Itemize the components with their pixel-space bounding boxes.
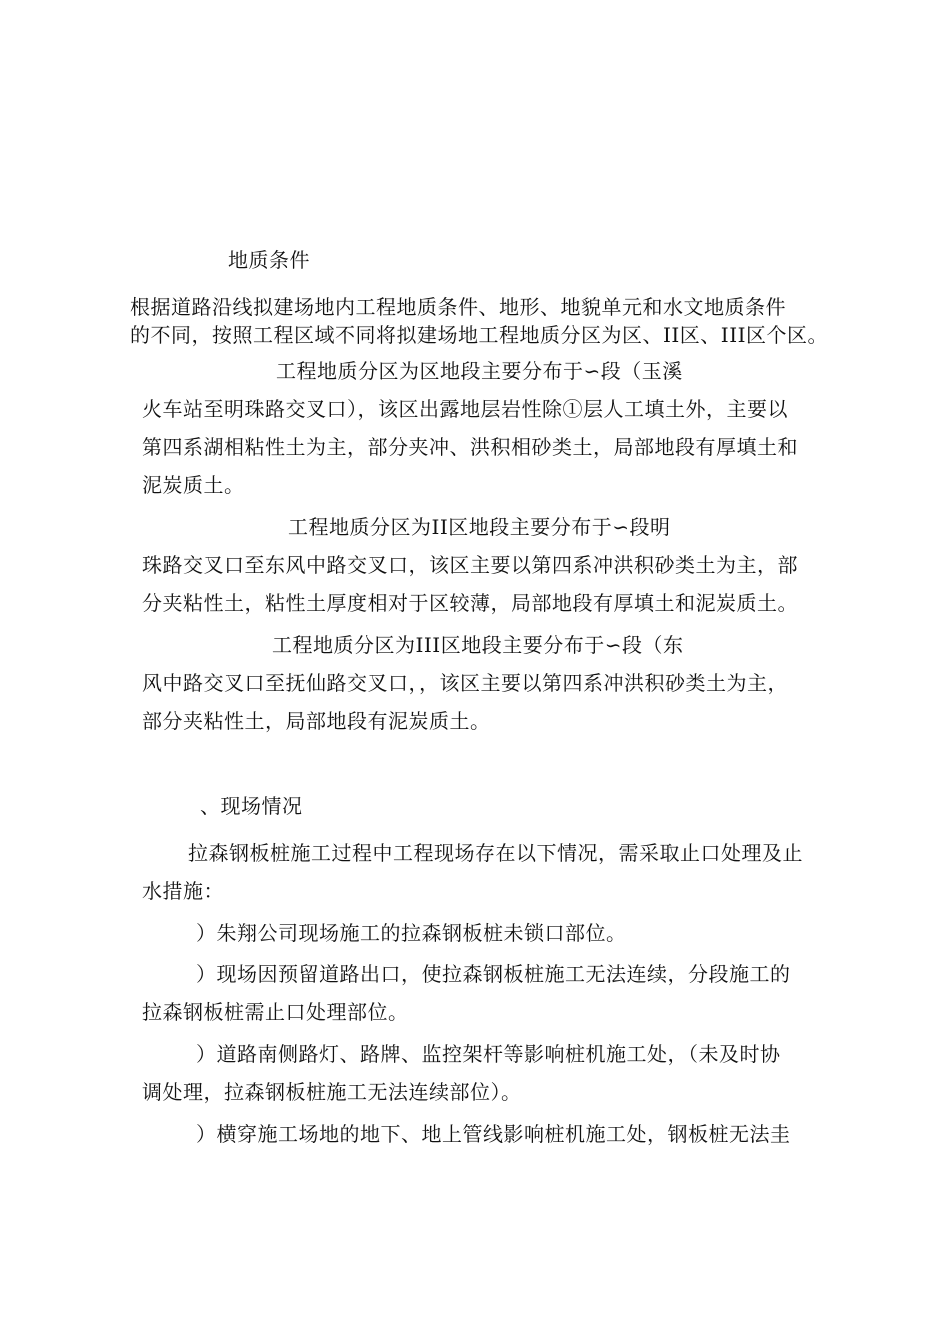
paragraph-line: 泥炭质土。 bbox=[142, 473, 245, 497]
paragraph-line: 分夹粘性土，粘性土厚度相对于区较薄，局部地段有厚填土和泥炭质土。 bbox=[142, 591, 798, 615]
paragraph-line: 风中路交叉口至抚仙路交叉口，，该区主要以第四系冲洪积砂类土为主， bbox=[142, 671, 788, 695]
paragraph-line: 工程地质分区为III区地段主要分布于∽段（东 bbox=[272, 633, 684, 657]
list-item-continuation: 拉森钢板桩需止口处理部位。 bbox=[142, 1000, 409, 1024]
paragraph-line: 工程地质分区为区地段主要分布于∽段（玉溪 bbox=[276, 359, 683, 383]
paragraph-line: 水措施： bbox=[142, 879, 224, 903]
paragraph-line: 珠路交叉口至东风中路交叉口，该区主要以第四系冲洪积砂类土为主，部 bbox=[142, 553, 798, 577]
paragraph-line: 拉森钢板桩施工过程中工程现场存在以下情况，需采取止口处理及止 bbox=[188, 841, 803, 865]
list-item: ）朱翔公司现场施工的拉森钢板桩未锁口部位。 bbox=[196, 921, 627, 945]
section-heading-geology: 地质条件 bbox=[228, 248, 310, 272]
section-heading-site: 、现场情况 bbox=[200, 794, 303, 818]
paragraph-line: 火车站至明珠路交叉口），该区出露地层岩性除①层人工填土外，主要以 bbox=[142, 397, 788, 421]
paragraph-line: 的不同，按照工程区域不同将拟建场地工程地质分区为区、II区、III区个区。 bbox=[130, 323, 829, 347]
list-item-continuation: 调处理，拉森钢板桩施工无法连续部位）。 bbox=[142, 1080, 522, 1104]
paragraph-line: 工程地质分区为II区地段主要分布于∽段明 bbox=[288, 515, 671, 539]
list-item: ）横穿施工场地的地下、地上管线影响桩机施工处，钢板桩无法圭 bbox=[196, 1122, 791, 1146]
list-item: ）现场因预留道路出口，使拉森钢板桩施工无法连续，分段施工的 bbox=[196, 962, 791, 986]
list-item: ）道路南侧路灯、路牌、监控架杆等影响桩机施工处，（未及时协 bbox=[196, 1042, 781, 1066]
paragraph-line: 第四系湖相粘性土为主，部分夹冲、洪积相砂类土，局部地段有厚填土和 bbox=[142, 435, 798, 459]
paragraph-line: 根据道路沿线拟建场地内工程地质条件、地形、地貌单元和水文地质条件 bbox=[130, 295, 786, 319]
paragraph-line: 部分夹粘性土，局部地段有泥炭质土。 bbox=[142, 709, 491, 733]
